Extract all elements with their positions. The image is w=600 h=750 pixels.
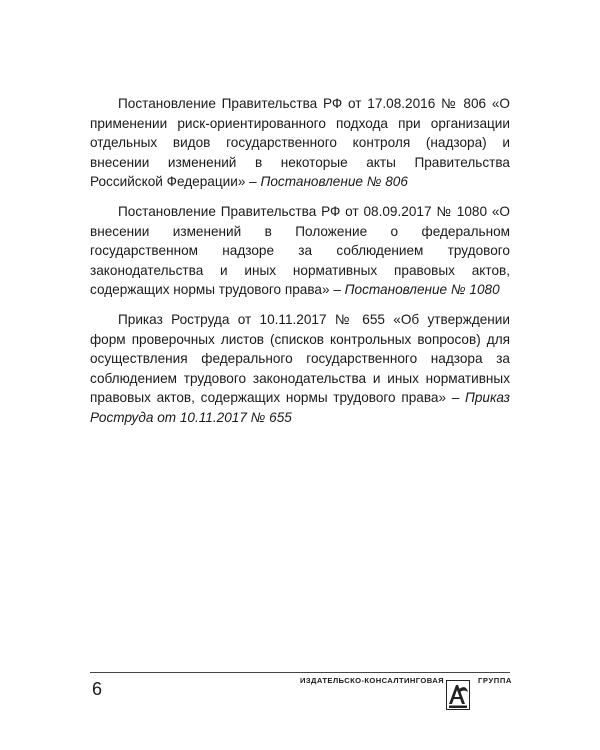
publisher-name-left: ИЗДАТЕЛЬСКО-КОНСАЛТИНГОВАЯ [300,676,444,685]
paragraph-text: Приказ Роструда от 10.11.2017 № 655 «Об утверждении форм проверочных листов (списков контрольных вопросов) для осуществления федерального государственного надзора за соблюдением трудового законодательства и иных нормативных правовых актов, содержащих нормы трудового права» – [90,311,510,406]
paragraph-prikaz-655 [90,310,510,428]
page-number: 6 [92,679,103,699]
publisher-logo-icon [446,680,470,710]
footer-divider [90,672,510,673]
paragraph-postanovlenie-806 [90,94,510,192]
paragraph-short-name: Приказ Роструда от 10.11.2017 № 655 [90,390,510,425]
publisher-name-right: ГРУППА [478,676,512,685]
document-body [90,94,510,438]
paragraph-postanovlenie-1080 [90,202,510,300]
paragraph-text: Постановление Правительства РФ от 17.08.2016 № 806 «О применении риск-ориентированного подхода при организации отдельных видов государственного контроля (надзора) и внесении изменений в некоторые акты Правительства Российской Федерации» – [90,96,510,190]
publisher-brand [300,676,512,718]
paragraph-short-name: Постановление № 806 [260,174,408,190]
paragraph-short-name: Постановление № 1080 [344,282,500,298]
paragraph-text: Постановление Правительства РФ от 08.09.2017 № 1080 «О внесении изменений в Положение о федеральном государственном надзоре за соблюдением трудового законодательства и иных нормативных правовых актов, содержащих нормы трудового права» – [90,203,510,298]
